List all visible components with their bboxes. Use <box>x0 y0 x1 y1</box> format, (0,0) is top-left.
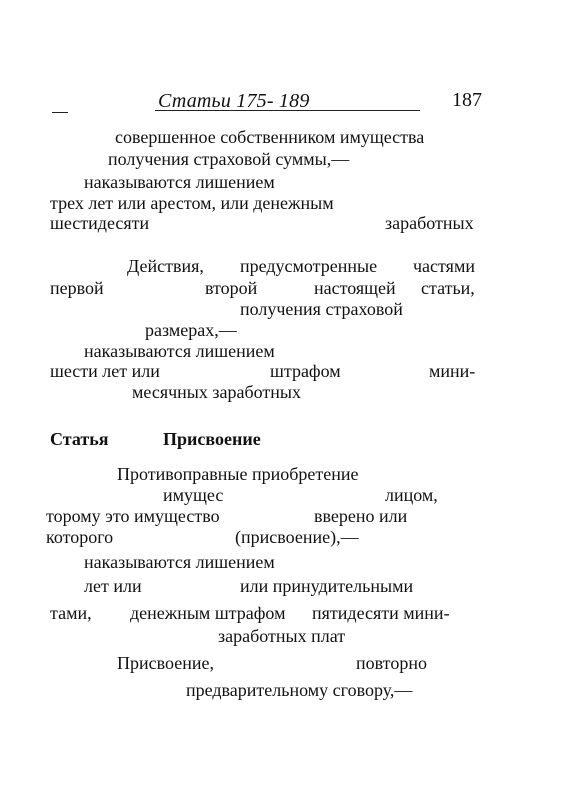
text-line: (присвоение),— <box>235 527 359 547</box>
article-label: Статья <box>50 429 109 449</box>
text-line: наказываются лишением <box>84 341 275 361</box>
text-line: получения страховой суммы,— <box>108 149 350 169</box>
text-line: повторно <box>356 653 427 673</box>
text-line: денежным штрафом <box>130 603 286 623</box>
article-title: Присвоение <box>163 429 261 449</box>
text-line: торому это имущество <box>46 506 220 526</box>
text-line: шести лет или <box>50 361 160 381</box>
text-line: Противоправные приобретение <box>117 464 359 484</box>
text-line: лет или <box>84 576 142 596</box>
text-line: тами, <box>50 603 92 623</box>
text-line: мини- <box>429 361 476 381</box>
text-line: лицом, <box>385 485 438 505</box>
text-line: наказываются лишением <box>84 552 275 572</box>
text-line: шестидесяти <box>50 213 150 233</box>
text-line: или принудительными <box>240 576 414 596</box>
text-line: получения страховой <box>240 299 403 319</box>
text-line: настоящей <box>314 278 396 298</box>
text-line: месячных заработных <box>132 382 301 402</box>
text-line: первой <box>50 278 104 298</box>
text-line: штрафом <box>270 361 341 381</box>
text-line: наказываются лишением <box>84 172 275 192</box>
text-line: частями <box>413 256 475 276</box>
text-line: статьи, <box>421 278 475 298</box>
text-line: размерах,— <box>145 320 237 340</box>
text-line: второй <box>205 278 258 298</box>
running-title: Статьи 175- 189 <box>158 90 310 112</box>
text-line: заработных <box>385 213 474 233</box>
header-rule-left <box>52 112 68 113</box>
text-line: трех лет или арестом, или денежным <box>50 193 334 213</box>
text-line: вверено или <box>314 506 408 526</box>
text-line: предусмотренные <box>240 256 378 276</box>
text-line: которого <box>46 527 114 547</box>
text-line: совершенное собственником имущества <box>115 127 425 147</box>
text-line: заработных плат <box>218 626 346 646</box>
page-number: 187 <box>452 89 482 111</box>
text-line: Действия, <box>127 256 204 276</box>
text-line: имущес <box>163 485 224 505</box>
text-line: предварительному сговору,— <box>186 680 413 700</box>
text-line: пятидесяти мини- <box>312 603 450 623</box>
text-line: Присвоение, <box>117 653 214 673</box>
